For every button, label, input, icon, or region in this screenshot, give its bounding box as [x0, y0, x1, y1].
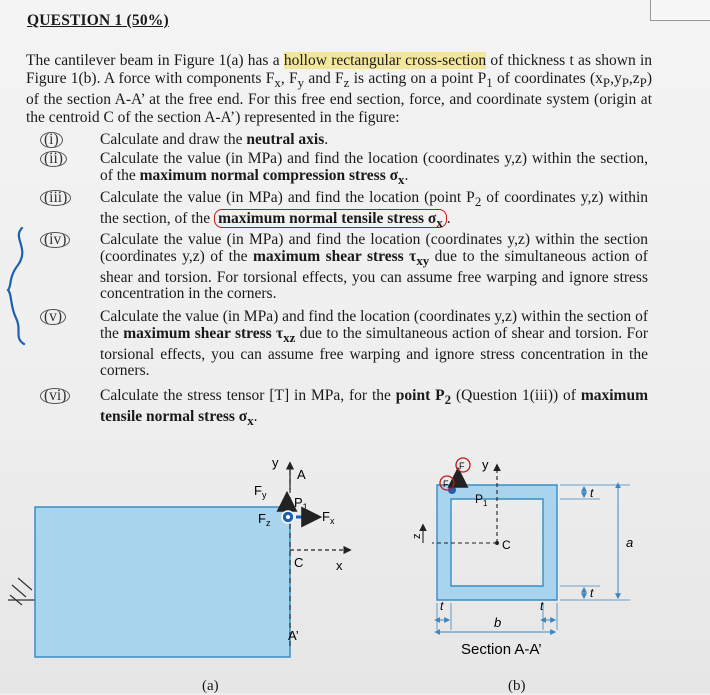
red-circled-phrase: maximum normal tensile stress $\sigma_x$ — [214, 209, 447, 228]
intro-text: ,z — [628, 69, 640, 87]
intro-text: and F — [304, 69, 344, 87]
subscript: P — [621, 74, 629, 90]
x-axis-label: x — [336, 558, 343, 573]
problem-statement — [26, 52, 652, 126]
p1-label: $P_1$ — [294, 495, 308, 512]
dim-t-right-top: t — [590, 486, 594, 500]
subscript: y — [297, 74, 305, 90]
fy-label: $F_y$ — [254, 483, 267, 500]
beam-body — [35, 507, 290, 657]
intro-text: The cantilever beam in Figure 1(a) has a — [26, 52, 280, 69]
question-number: (ii) — [40, 151, 90, 168]
fz-label: $F_z$ — [258, 511, 271, 528]
centroid-label: C — [294, 555, 304, 570]
question-text: Calculate the stress tensor [T] in MPa, for the point $P_2$ (Question 1(iii)) of maximum tensile normal stress $\sigma_x$. — [100, 387, 648, 428]
section-label-a: A — [297, 467, 306, 482]
fx-label: $F_x$ — [322, 509, 335, 526]
section-title: Section A-A’ — [461, 641, 542, 658]
dim-a-label: a — [626, 535, 634, 550]
section-fy-circle-label: F — [459, 461, 465, 471]
question-number: (iii) — [40, 190, 90, 207]
section-p1-label: $P_1$ — [475, 492, 488, 508]
intro-text: , F — [280, 69, 298, 87]
dim-t-bottom-right: t — [540, 599, 544, 613]
section-fz-circle-label: F — [443, 479, 449, 489]
intro-text: of thickness t as shown in Figure 1(b). A force with components F — [26, 52, 653, 87]
question-number: (v) — [40, 309, 90, 326]
question-text: Calculate the value (in MPa) and find the location (point $P_2$ of coordinates y,z) within the section, of the maximum normal tensile stress $\sigma_x$ . — [100, 189, 648, 230]
centroid-point — [495, 541, 499, 545]
question-text: Calculate the value (in MPa) and find the location (coordinates y,z) within the section (coordinates y,z) of the maximum shear stress $\tau_{xy}$ due to the simultaneous action of shear and torsion. For torsional effects, you can assume free warping and ignore stress concentration in the corners. — [100, 231, 648, 303]
intro-text: ) of the section A-A’ at the free end. For this free end section, force, and coordinate system (origin at the centroid C of the section A-A’) represented in the figure: — [26, 69, 652, 126]
question-number: (iv) — [40, 232, 90, 249]
dim-b-label: b — [494, 615, 502, 630]
highlighted-phrase: hollow rectangular cross-section — [283, 52, 487, 69]
fz-dot — [286, 515, 290, 519]
question-title: QUESTION 1 (50%) — [27, 12, 169, 29]
intro-text: ,y — [610, 69, 622, 87]
question-text: Calculate the value (in MPa) and find the location (coordinates y,z) within the section of the maximum shear stress $\tau_{xz}$ due to the simultaneous action of shear and torsion. For torsional effects, you can assume free warping and ignore stress concentration in the corners. — [100, 308, 648, 380]
subscript: 1 — [486, 74, 493, 90]
caption-b: (b) — [508, 678, 526, 694]
y-axis-label: y — [272, 455, 279, 470]
header-mark-box — [650, 0, 710, 21]
dim-t-right-bottom: t — [590, 586, 594, 600]
intro-text: is acting on a point P — [349, 69, 487, 87]
section-label-a-prime: A’ — [288, 628, 299, 643]
subscript: P — [639, 74, 647, 90]
figure-b — [411, 457, 633, 658]
section-z-label: z — [411, 533, 423, 539]
question-text: Calculate and draw the neutral axis. — [100, 131, 329, 148]
subscript: P — [602, 74, 611, 90]
dim-t-bottom-left: t — [440, 599, 444, 613]
question-number: (i) — [40, 132, 90, 149]
figure-a — [8, 455, 350, 657]
section-centroid-label: C — [502, 538, 511, 552]
figure-area — [0, 435, 710, 693]
subscript: x — [274, 74, 281, 90]
intro-text: of coordinates (x — [492, 69, 603, 87]
question-number: (vi) — [40, 388, 90, 405]
handwritten-bracket — [0, 220, 40, 350]
section-y-label: y — [482, 457, 489, 472]
question-text: Calculate the value (in MPa) and find the location (coordinates y,z) within the section, of the maximum normal compression stress $\sigma_x$. — [100, 150, 648, 187]
subscript: z — [343, 74, 350, 90]
caption-a: (a) — [202, 678, 219, 694]
